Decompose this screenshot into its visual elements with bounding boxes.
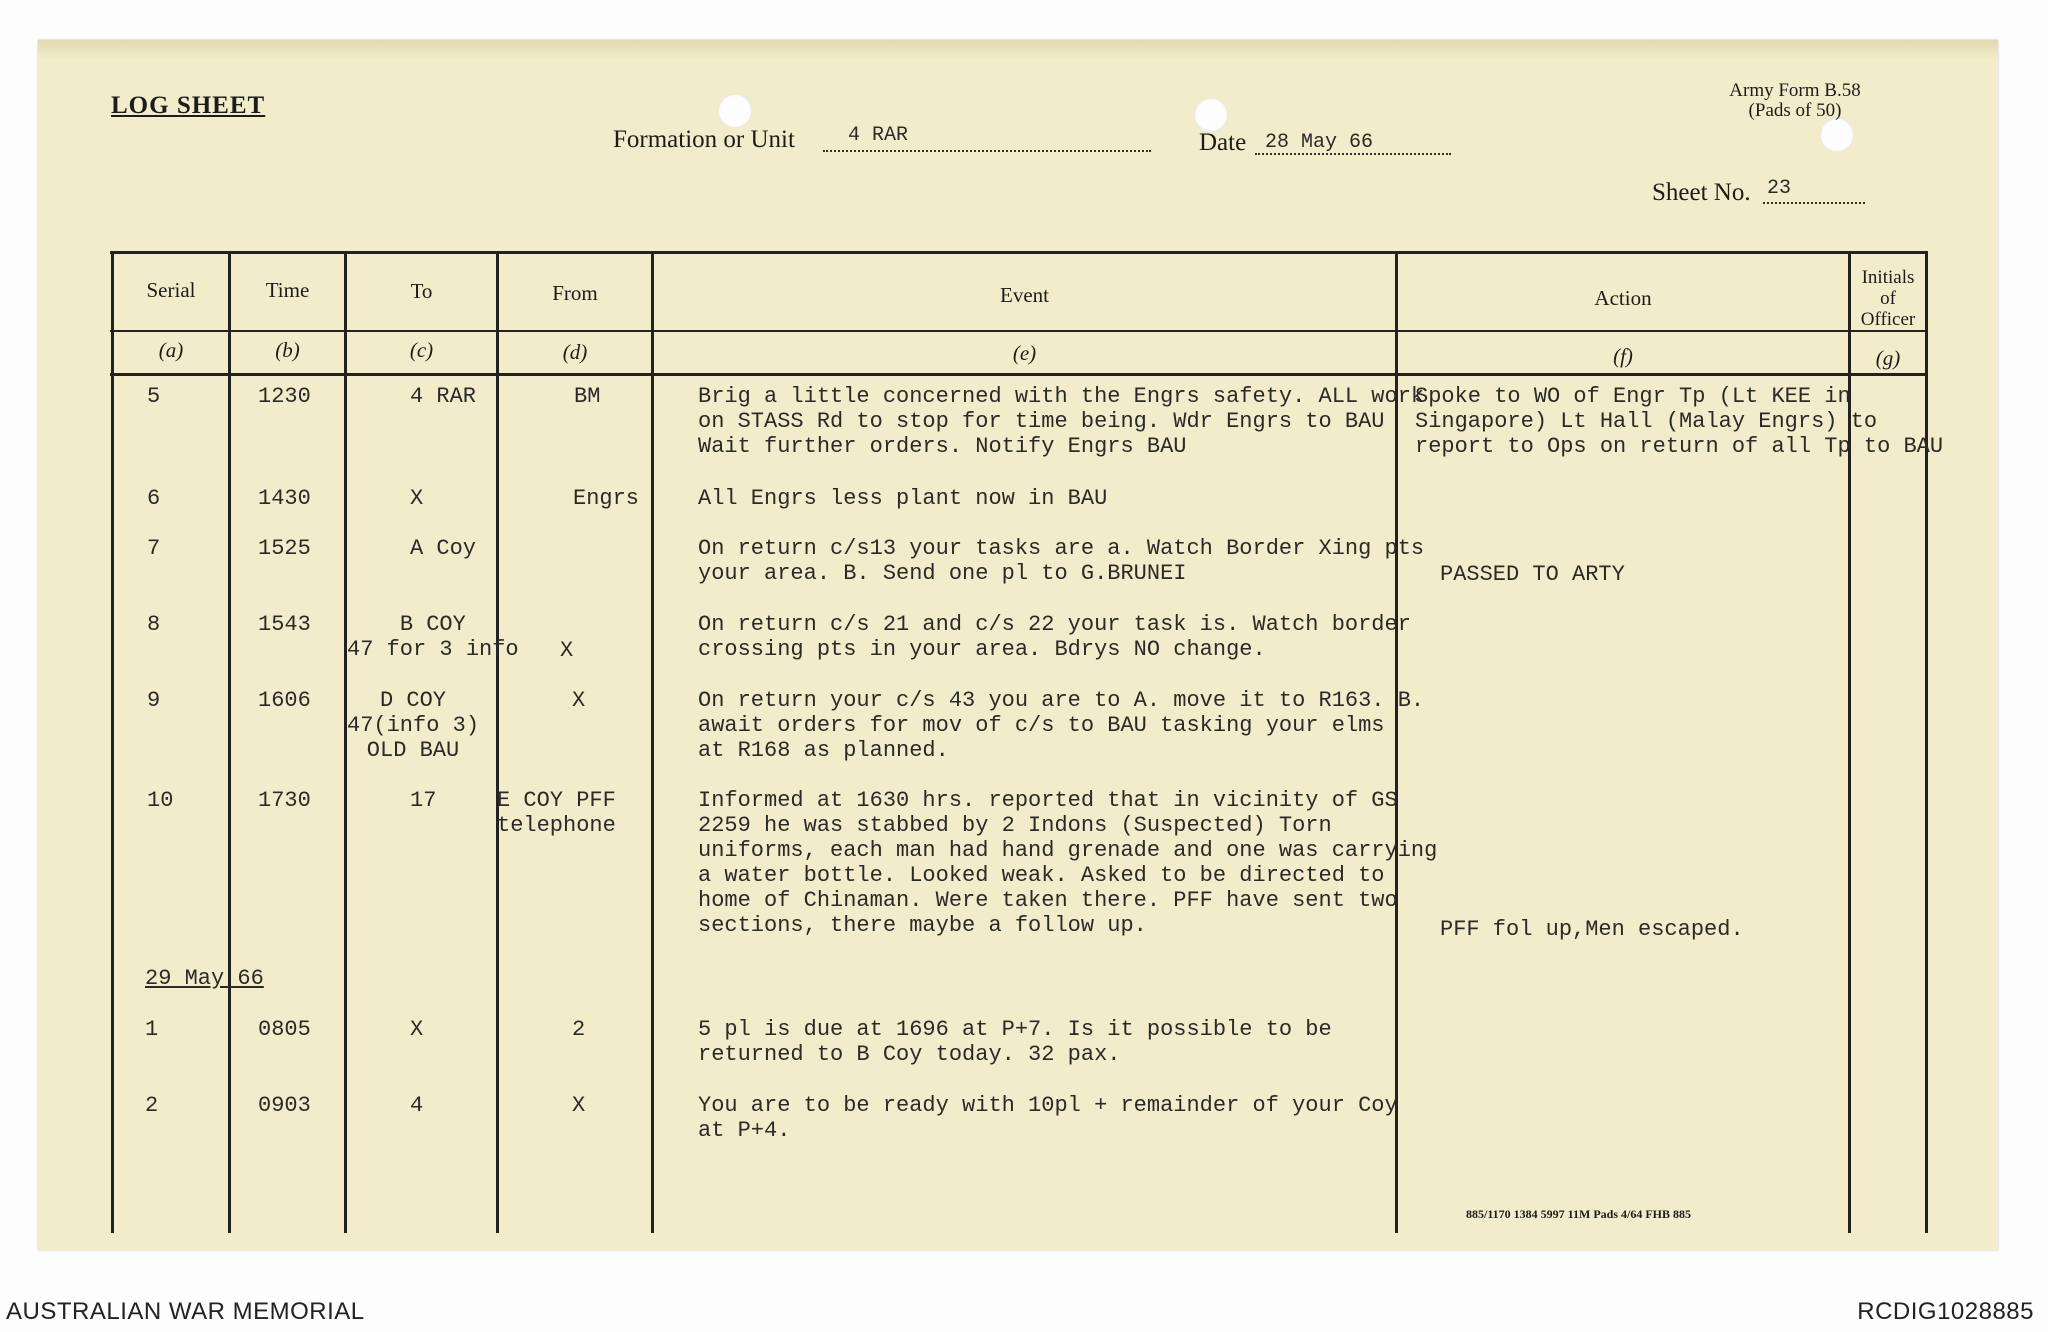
- entry-to: B COY 47 for 3 info: [347, 612, 519, 662]
- entry-serial: 8: [147, 612, 161, 637]
- col-border: [228, 251, 231, 1233]
- entry-event: You are to be ready with 10pl + remainder of your Coy at P+4.: [698, 1093, 1398, 1143]
- entry-to: 4: [410, 1093, 424, 1118]
- header-action: Action: [1594, 286, 1652, 310]
- entry-time: 1543: [258, 612, 311, 637]
- punch-hole: [1820, 118, 1854, 152]
- date-label: Date: [1199, 129, 1247, 156]
- entry-action: PFF fol up,Men escaped.: [1440, 917, 1744, 942]
- subheader-c: (c): [409, 338, 434, 362]
- entry-from: Engrs: [573, 486, 640, 511]
- header-to: To: [410, 279, 433, 303]
- header-time: Time: [265, 278, 310, 302]
- pads-label: (Pads of 50): [1748, 100, 1842, 121]
- entry-time: 1525: [258, 536, 311, 561]
- table-top-border: [110, 251, 1928, 254]
- punch-hole: [718, 94, 752, 128]
- entry-time: 1730: [258, 788, 311, 813]
- entry-from: BM: [574, 384, 601, 409]
- entry-from: E COY PFF telephone: [497, 788, 616, 838]
- entry-event: 5 pl is due at 1696 at P+7. Is it possible to be returned to B Coy today. 32 pax.: [698, 1017, 1332, 1067]
- date-divider: 29 May 66: [145, 966, 264, 991]
- entry-event: Informed at 1630 hrs. reported that in vicinity of GS 2259 he was stabbed by 2 Indons (Suspected) Torn uniforms, each man had hand grenade and one was carrying a water bottle. Looked weak. Asked to be directed to home of Chinaman. Were taken there. PFF have sent two sections, there maybe a follow up.: [698, 788, 1438, 938]
- entry-event: All Engrs less plant now in BAU: [698, 486, 1108, 511]
- entry-event: Brig a little concerned with the Engrs safety. ALL work on STASS Rd to stop for time being. Wdr Engrs to BAU Wait further orders. Notify Engrs BAU: [698, 384, 1425, 459]
- subheader-f: (f): [1613, 344, 1633, 368]
- entry-to: X: [410, 1017, 424, 1042]
- entry-action: Spoke to WO of Engr Tp (Lt KEE in Singapore) Lt Hall (Malay Engrs) to report to Ops on return of all Tp to BAU: [1415, 384, 1944, 459]
- entry-event: On return c/s13 your tasks are a. Watch Border Xing pts your area. B. Send one pl to G.BRUNEI: [698, 536, 1425, 586]
- entry-serial: 9: [147, 688, 161, 713]
- torn-top-edge: [38, 40, 1998, 60]
- entry-to: 4 RAR: [410, 384, 477, 409]
- log-sheet-title: LOG SHEET: [111, 92, 266, 119]
- subheader-divider: [110, 373, 1928, 376]
- sheet-number-value: 23: [1767, 177, 1792, 200]
- subheader-b: (b): [275, 338, 300, 362]
- subheader-a: (a): [158, 338, 184, 362]
- footer-record-id: RCDIG1028885: [1857, 1298, 2034, 1325]
- col-border: [651, 251, 654, 1233]
- footer-institution: AUSTRALIAN WAR MEMORIAL: [6, 1298, 365, 1325]
- entry-from: X: [572, 1093, 586, 1118]
- army-form-label: Army Form B.58: [1729, 80, 1861, 101]
- punch-hole: [1194, 98, 1228, 132]
- formation-value: 4 RAR: [848, 124, 909, 147]
- subheader-d: (d): [562, 340, 588, 364]
- entry-to: X: [410, 486, 424, 511]
- print-code: 885/1170 1384 5997 11M Pads 4/64 FHB 885: [1466, 1207, 1692, 1221]
- entry-serial: 2: [145, 1093, 159, 1118]
- header-divider: [110, 330, 1928, 332]
- entry-action: PASSED TO ARTY: [1440, 562, 1625, 587]
- col-border: [111, 251, 114, 1233]
- entry-to: 17: [410, 788, 437, 813]
- header-event: Event: [1000, 283, 1049, 307]
- entry-event: On return c/s 21 and c/s 22 your task is. Watch border crossing pts in your area. Bdrys NO change.: [698, 612, 1411, 662]
- entry-time: 0805: [258, 1017, 311, 1042]
- entry-time: 1230: [258, 384, 311, 409]
- formation-label: Formation or Unit: [613, 126, 795, 153]
- entry-serial: 7: [147, 536, 161, 561]
- entry-time: 1430: [258, 486, 311, 511]
- entry-serial: 10: [147, 788, 174, 813]
- entry-from: X: [560, 638, 574, 663]
- entry-serial: 1: [145, 1017, 159, 1042]
- subheader-e: (e): [1012, 341, 1037, 365]
- entry-event: On return your c/s 43 you are to A. move it to R163. B. await orders for mov of c/s to BAU tasking your elms at R168 as planned.: [698, 688, 1425, 763]
- entry-time: 0903: [258, 1093, 311, 1118]
- col-border: [496, 251, 499, 1233]
- sheet-number-label: Sheet No.: [1652, 179, 1751, 206]
- entry-serial: 5: [147, 384, 161, 409]
- formation-dotted-line: [823, 150, 1151, 152]
- header-from: From: [552, 281, 598, 305]
- entry-serial: 6: [147, 486, 161, 511]
- entry-to: A Coy: [410, 536, 477, 561]
- army-form-number: [1690, 81, 1900, 121]
- subheader-g: (g): [1875, 346, 1901, 370]
- entry-to: D COY 47(info 3) OLD BAU: [347, 688, 480, 763]
- date-value: 28 May 66: [1265, 131, 1374, 154]
- sheet-dotted-line: [1763, 202, 1865, 204]
- entry-from: 2: [572, 1017, 586, 1042]
- header-serial: Serial: [146, 278, 196, 302]
- entry-from: X: [572, 688, 586, 713]
- header-initials: Initials of Officer: [1860, 267, 1916, 330]
- entry-time: 1606: [258, 688, 311, 713]
